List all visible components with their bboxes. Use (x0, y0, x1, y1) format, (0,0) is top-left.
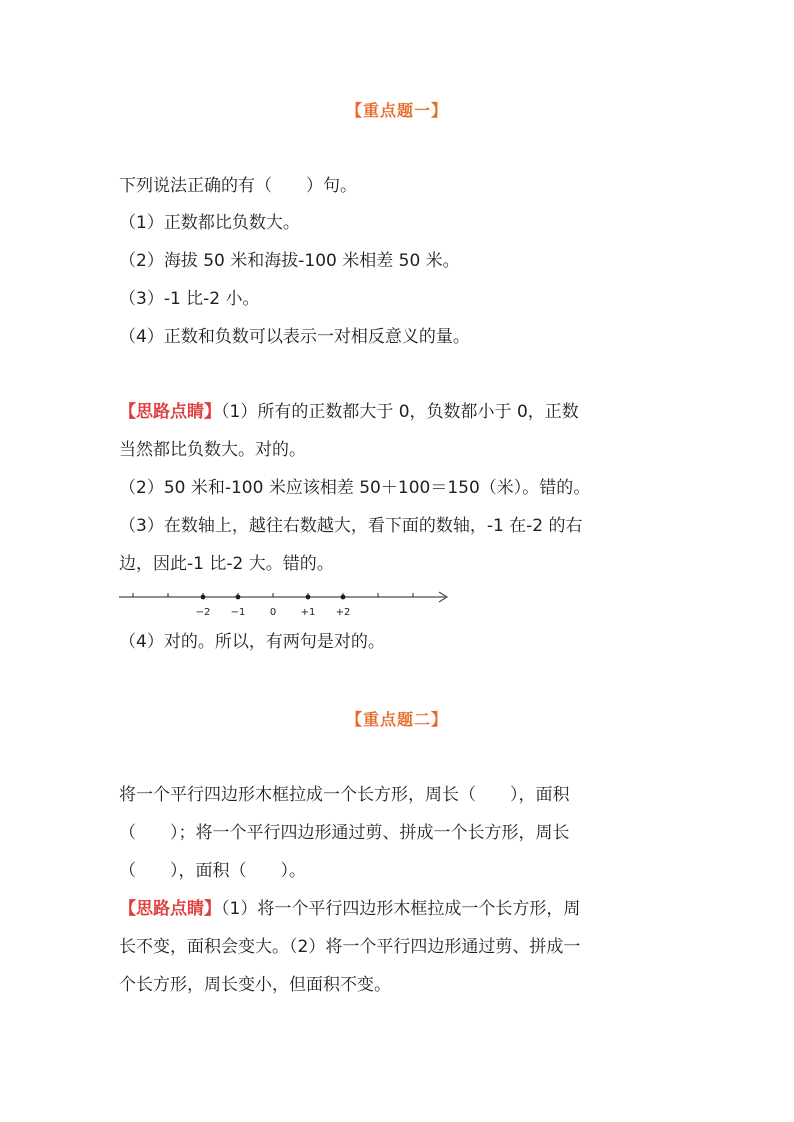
number-line-point (306, 595, 311, 600)
question-1-item-2: （2）海拔 50 米和海拔-100 米相差 50 米。 (119, 251, 460, 271)
answer-1-line-3: （2）50 米和-100 米应该相差 50＋100＝150（米）。错的。 (119, 478, 591, 498)
answer-1-line-1 (119, 401, 679, 423)
answer-2-line-2: 长不变，面积会变大。（2）将一个平行四边形通过剪、拼成一 (119, 937, 581, 957)
number-line (117, 586, 457, 622)
question-1-item-1: （1）正数都比负数大。 (119, 213, 300, 233)
answer-2-line-3: 个长方形，周长变小，但面积不变。 (119, 975, 391, 995)
question-2-line-2: （ ）；将一个平行四边形通过剪、拼成一个长方形，周长 (119, 823, 570, 843)
answer-2-line-1-text: （1）将一个平行四边形木框拉成一个长方形，周 (221, 899, 581, 919)
answer-1-line-5: 边，因此-1 比-2 大。错的。 (119, 554, 334, 574)
question-1-stem: 下列说法正确的有（ ）句。 (119, 176, 357, 196)
question-2-line-1: 将一个平行四边形木框拉成一个长方形，周长（ ），面积 (119, 785, 570, 805)
heading-key-question-2: 【重点题二】 (345, 710, 448, 729)
number-line-point (341, 595, 346, 600)
question-2-line-3: （ ），面积（ ）。 (119, 861, 306, 881)
answer-2-line-1 (119, 898, 679, 920)
answer-1-line-6: （4）对的。所以，有两句是对的。 (119, 632, 385, 652)
question-1-item-3: （3）-1 比-2 小。 (119, 289, 260, 309)
heading-key-question-1: 【重点题一】 (345, 101, 448, 120)
number-line-label: −2 (195, 607, 211, 618)
answer-1-line-1-text: （1）所有的正数都大于 0，负数都小于 0，正数 (221, 402, 579, 422)
answer-1-line-2: 当然都比负数大。对的。 (119, 440, 306, 460)
number-line-label: 0 (269, 607, 277, 618)
number-line-point (201, 595, 206, 600)
number-line-label: +2 (335, 607, 351, 618)
tip-label: 【思路点睛】 (119, 402, 221, 422)
tip-label: 【思路点睛】 (119, 899, 221, 919)
answer-1-line-4: （3）在数轴上，越往右数越大，看下面的数轴，-1 在-2 的右 (119, 516, 583, 536)
number-line-point (236, 595, 241, 600)
number-line-ticks (133, 593, 413, 597)
question-1-item-4: （4）正数和负数可以表示一对相反意义的量。 (119, 327, 470, 347)
number-line-label: −1 (230, 607, 246, 618)
number-line-label: +1 (300, 607, 316, 618)
